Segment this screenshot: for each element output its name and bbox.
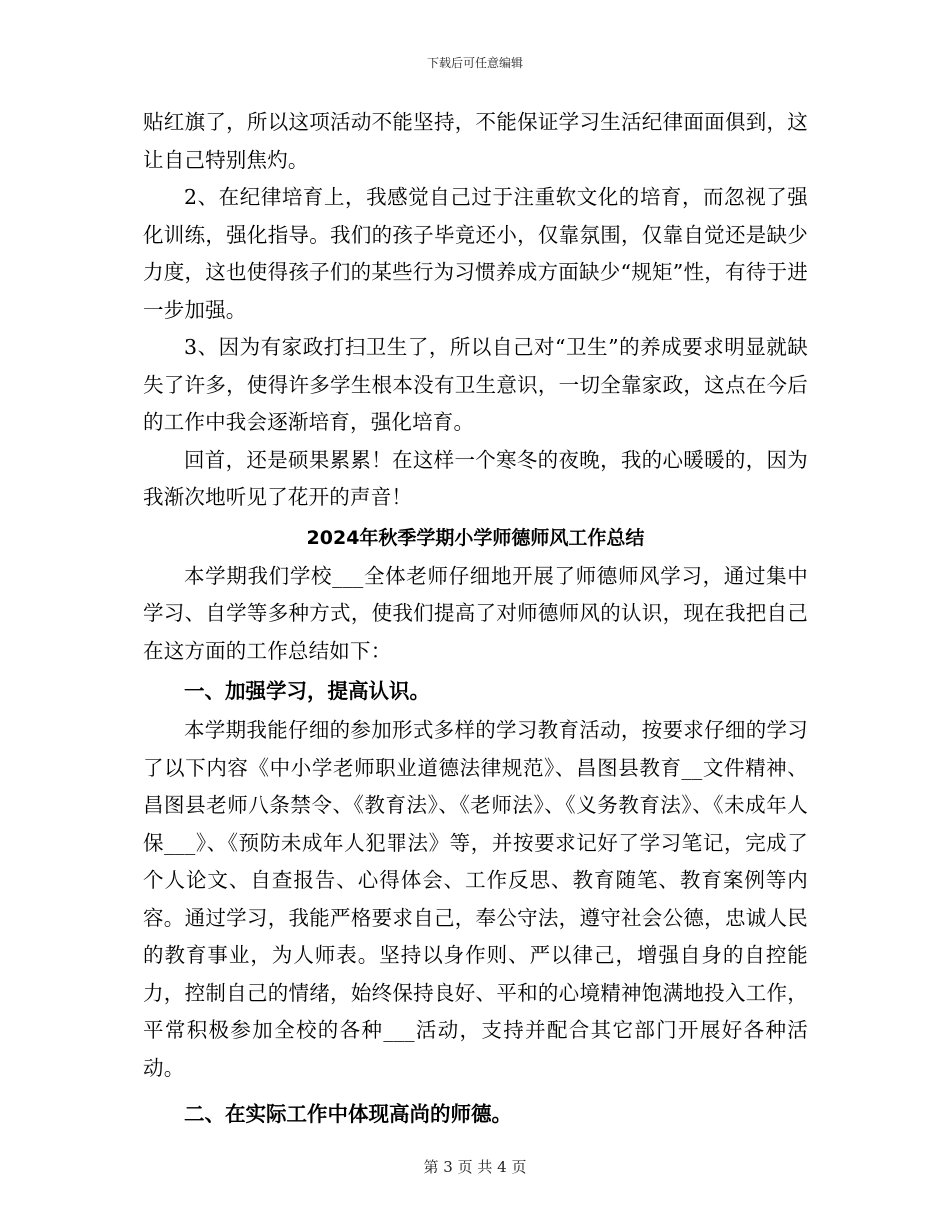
paragraph-item-3: 3、因为有家政打扫卫生了，所以自己对“卫生”的养成要求明显就缺失了许多，使得许多学生根本没有卫生意识，一切全靠家政，这点在今后的工作中我会逐渐培育，强化培育。 xyxy=(143,335,808,434)
paragraph-intro: 本学期我们学校___全体老师仔细地开展了师德师风学习，通过集中学习、自学等多种方式，使我们提高了对师德师风的认识，现在我把自己在这方面的工作总结如下： xyxy=(143,563,808,663)
heading-two: 二、在实际工作中体现高尚的师德。 xyxy=(184,1102,512,1126)
paragraph-review: 回首，还是硕果累累！在这样一个寒冬的夜晚，我的心暖暖的，因为我渐次地听见了花开的声音！ xyxy=(143,447,808,509)
paragraph-continuation: 贴红旗了，所以这项活动不能坚持，不能保证学习生活纪律面面俱到，这让自己特别焦灼。 xyxy=(143,110,808,172)
paragraph-study: 本学期我能仔细的参加形式多样的学习教育活动，按要求仔细的学习了以下内容《中小学老师职业道德法律规范》、昌图县教育__文件精神、昌图县老师八条禁令、《教育法》、《老师法》、《义务教育法》、《未成年人保___》、《预防未成年人犯罪法》等，并按要求记好了学习笔记，完成了个人论文、自查报告、心得体会、工作反思、教育随笔、教育案例等内容。通过学习，我能严格要求自己，奉公守法，遵守社会公德，忠诚人民的教育事业，为人师表。坚持以身作则、严以律己，增强自身的自控能力，控制自己的情绪，始终保持良好、平和的心境精神饱满地投入工作，平常积极参加全校的各种___活动，支持并配合其它部门开展好各种活动。 xyxy=(143,718,808,1080)
page-header: 下载后可任意编辑 xyxy=(426,56,523,70)
page-footer: 第 3 页 共 4 页 xyxy=(423,1158,527,1176)
document-body xyxy=(143,104,808,1135)
section-title: 2024年秋季学期小学师德师风工作总结 xyxy=(306,526,645,549)
paragraph-item-2: 2、在纪律培育上，我感觉自己过于注重软文化的培育，而忽视了强化训练，强化指导。我们的孩子毕竟还小，仅靠氛围，仅靠自觉还是缺少力度，这也使得孩子们的某些行为习惯养成方面缺少“规矩”性，有待于进一步加强。 xyxy=(143,185,808,322)
heading-one: 一、加强学习，提高认识。 xyxy=(184,679,430,703)
